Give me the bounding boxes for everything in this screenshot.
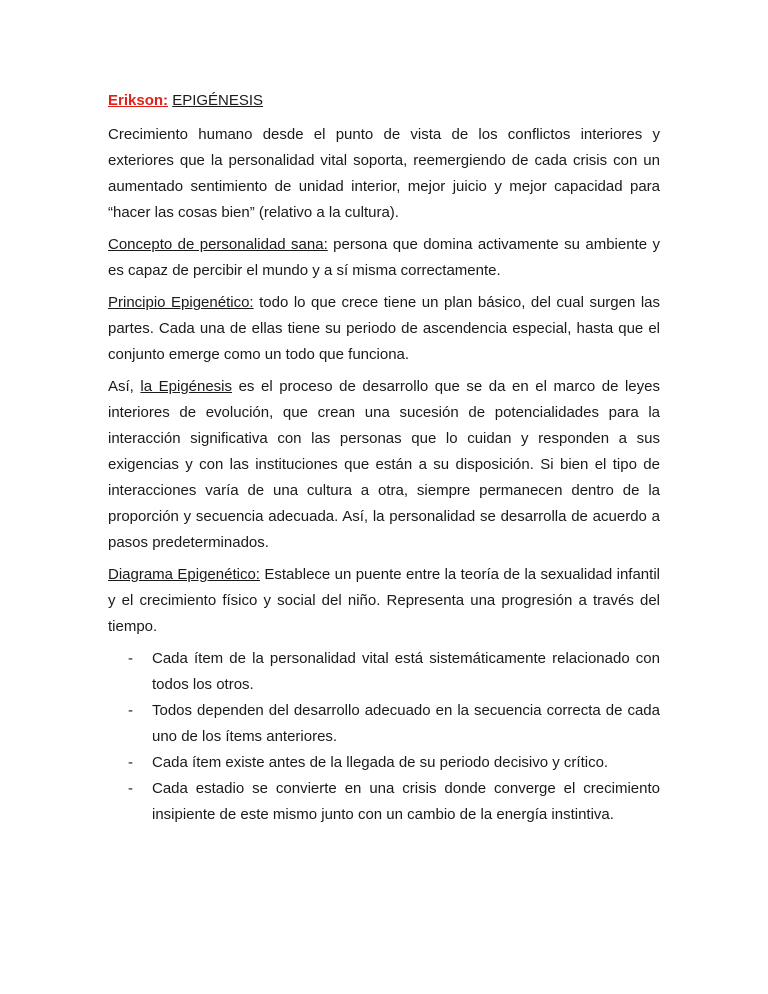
list-item-text: Cada ítem existe antes de la llegada de su periodo decisivo y crítico. — [152, 754, 609, 771]
document-heading — [108, 88, 660, 114]
list-item — [128, 646, 660, 698]
dash-bullet: - — [128, 702, 133, 719]
diagrama-term: Diagrama Epigenético: — [108, 566, 260, 583]
diagrama-text: Establece un puente entre la teoría de la sexualidad infantil y el crecimiento físico y social del niño. Representa una progresión a través del tiempo. — [108, 566, 660, 635]
list-item-text: Cada ítem de la personalidad vital está sistemáticamente relacionado con todos los otros. — [152, 650, 660, 693]
epigenesis-text: es el proceso de desarrollo que se da en el marco de leyes interiores de evolución, que crean una sucesión de potencialidades para la interacción significativa con las personas que lo cuidan y responden a sus exigencias y con las instituciones que están a su disposición. Si bien el tipo de interacciones varía de una cultura a otra, siempre permanecen dentro de la proporción y secuencia adecuada. Así, la personalidad se desarrolla de acuerdo a pasos predeterminados. — [108, 378, 660, 551]
principio-term: Principio Epigenético: — [108, 294, 254, 311]
principio-text: todo lo que crece tiene un plan básico, del cual surgen las partes. Cada una de ellas tiene su periodo de ascendencia especial, hasta que el conjunto emerge como un todo que funciona. — [108, 294, 660, 363]
dash-bullet: - — [128, 650, 133, 667]
list-item-text: Cada estadio se convierte en una crisis donde converge el crecimiento insipiente de este mismo junto con un cambio de la energía instintiva. — [152, 780, 660, 823]
concepto-text: persona que domina activamente su ambiente y es capaz de percibir el mundo y a sí misma correctamente. — [108, 236, 660, 279]
epigenesis-term: la Epigénesis — [140, 378, 233, 395]
list-item-text: Todos dependen del desarrollo adecuado en la secuencia correcta de cada uno de los ítems anteriores. — [152, 702, 660, 745]
bullet-list — [108, 646, 660, 828]
dash-bullet: - — [128, 754, 133, 771]
heading-author: Erikson: — [108, 92, 169, 109]
concepto-term: Concepto de personalidad sana: — [108, 236, 328, 253]
diagrama-paragraph — [108, 562, 660, 640]
epigenesis-prefix: Así, — [108, 378, 141, 395]
heading-topic: EPIGÉNESIS — [172, 92, 264, 109]
concepto-paragraph — [108, 232, 660, 284]
dash-bullet: - — [128, 780, 133, 797]
principio-paragraph — [108, 290, 660, 368]
list-item — [128, 750, 660, 776]
list-item — [128, 776, 660, 828]
document-page — [108, 88, 660, 828]
list-item — [128, 698, 660, 750]
epigenesis-paragraph — [108, 374, 660, 556]
intro-paragraph: Crecimiento humano desde el punto de vista de los conflictos interiores y exteriores que la personalidad vital soporta, reemergiendo de cada crisis con un aumentado sentimiento de unidad interior, mejor juicio y mejor capacidad para “hacer las cosas bien” (relativo a la cultura). — [108, 126, 660, 221]
